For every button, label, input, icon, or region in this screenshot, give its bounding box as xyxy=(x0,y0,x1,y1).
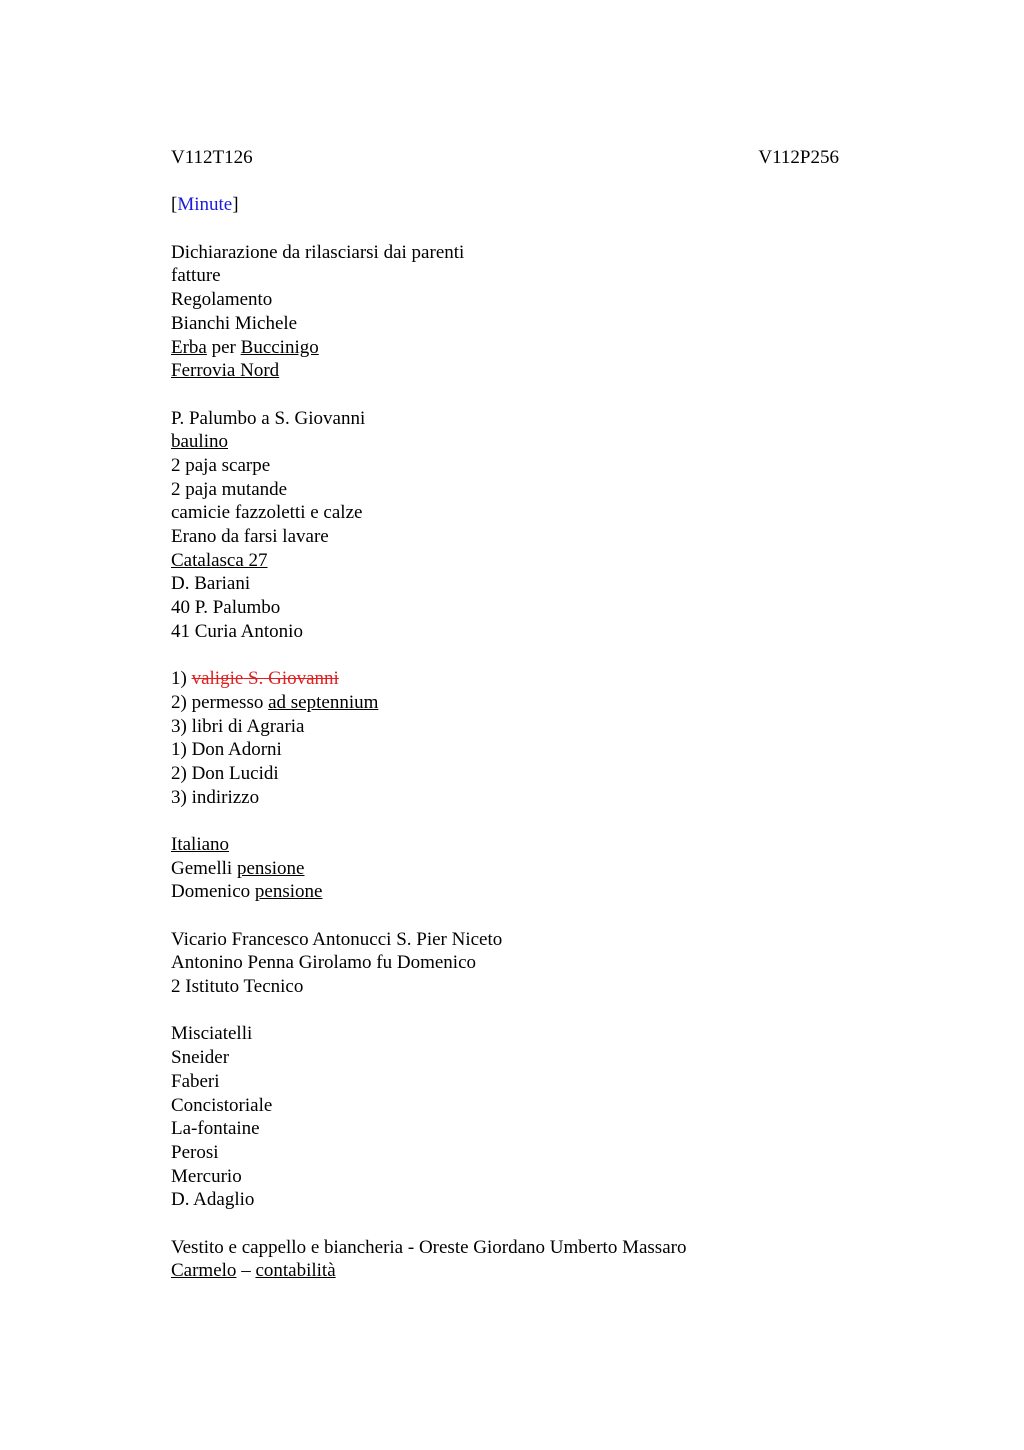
name-list-item: Sneider xyxy=(171,1047,230,1069)
deleted-text: S. Giovanni xyxy=(243,668,339,690)
note-line xyxy=(171,430,839,454)
note-line xyxy=(171,833,839,857)
underlined-text: Buccinigo xyxy=(240,336,319,358)
note-line: 2 Istituto Tecnico xyxy=(171,976,304,998)
name-list-item: Misciatelli xyxy=(171,1023,253,1045)
underlined-text: contabilità xyxy=(255,1260,336,1282)
note-line: 3) indirizzo xyxy=(171,786,260,808)
underlined-text: baulino xyxy=(171,431,228,453)
underlined-text: Italiano xyxy=(171,833,230,855)
underlined-text: pensione xyxy=(236,857,305,879)
note-line: 3) libri di Agraria xyxy=(171,715,305,737)
note-line: camicie fazzoletti e calze xyxy=(171,502,363,524)
name-list-item: Perosi xyxy=(171,1141,219,1163)
note-line: Domenico pensione xyxy=(171,881,323,903)
note-line: 2) Don Lucidi xyxy=(171,762,279,784)
underlined-text: Erba xyxy=(171,336,207,358)
note-line: Erano da farsi lavare xyxy=(171,526,329,547)
left-reference-code: V112T126 xyxy=(171,147,253,168)
page-header xyxy=(171,146,839,170)
right-reference-code: V112P256 xyxy=(758,147,839,168)
note-line: fatture xyxy=(171,265,221,287)
deleted-text: valigie xyxy=(191,668,244,690)
note-line: 1) valigie S. Giovanni xyxy=(171,668,339,690)
name-list-item: Concistoriale xyxy=(171,1094,273,1116)
note-line xyxy=(171,359,839,383)
note-line: 2) permesso ad septennium xyxy=(171,691,379,713)
note-line: Vestito e cappello e biancheria - Oreste Giordano Umberto Massaro xyxy=(171,1236,687,1258)
note-line: Erba per Buccinigo xyxy=(171,336,319,358)
underlined-text: ad septennium xyxy=(268,691,379,713)
note-line: 40 P. Palumbo xyxy=(171,597,281,619)
underlined-text: Carmelo xyxy=(171,1260,237,1282)
underlined-text: pensione xyxy=(254,881,323,903)
name-list-item: La-fontaine xyxy=(171,1118,260,1140)
name-list-item: Faberi xyxy=(171,1070,220,1092)
note-line: Regolamento xyxy=(171,289,273,311)
underlined-text: Catalasca 27 xyxy=(171,549,268,571)
note-line: Dichiarazione da rilasciarsi dai parenti xyxy=(171,241,465,263)
note-line: 41 Curia Antonio xyxy=(171,620,303,642)
name-list-item: D. Adaglio xyxy=(171,1189,255,1211)
note-line: 1) Don Adorni xyxy=(171,739,282,761)
title-link[interactable]: Minute xyxy=(177,194,233,216)
note-line: 2 paja scarpe xyxy=(171,454,271,476)
note-line xyxy=(171,549,839,573)
document-page xyxy=(171,146,839,1283)
underlined-text: Ferrovia Nord xyxy=(171,360,280,382)
note-line: 2 paja mutande xyxy=(171,478,288,500)
note-line: Vicario Francesco Antonucci S. Pier Niceto xyxy=(171,928,503,950)
note-line: Bianchi Michele xyxy=(171,312,298,334)
note-line: D. Bariani xyxy=(171,573,251,595)
note-line: Carmelo – contabilità xyxy=(171,1260,336,1282)
note-line: P. Palumbo a S. Giovanni xyxy=(171,407,366,429)
note-line: Gemelli pensione xyxy=(171,857,305,879)
document-title: [Minute] xyxy=(171,194,239,216)
name-list-item: Mercurio xyxy=(171,1165,242,1187)
note-line: Antonino Penna Girolamo fu Domenico xyxy=(171,952,477,974)
